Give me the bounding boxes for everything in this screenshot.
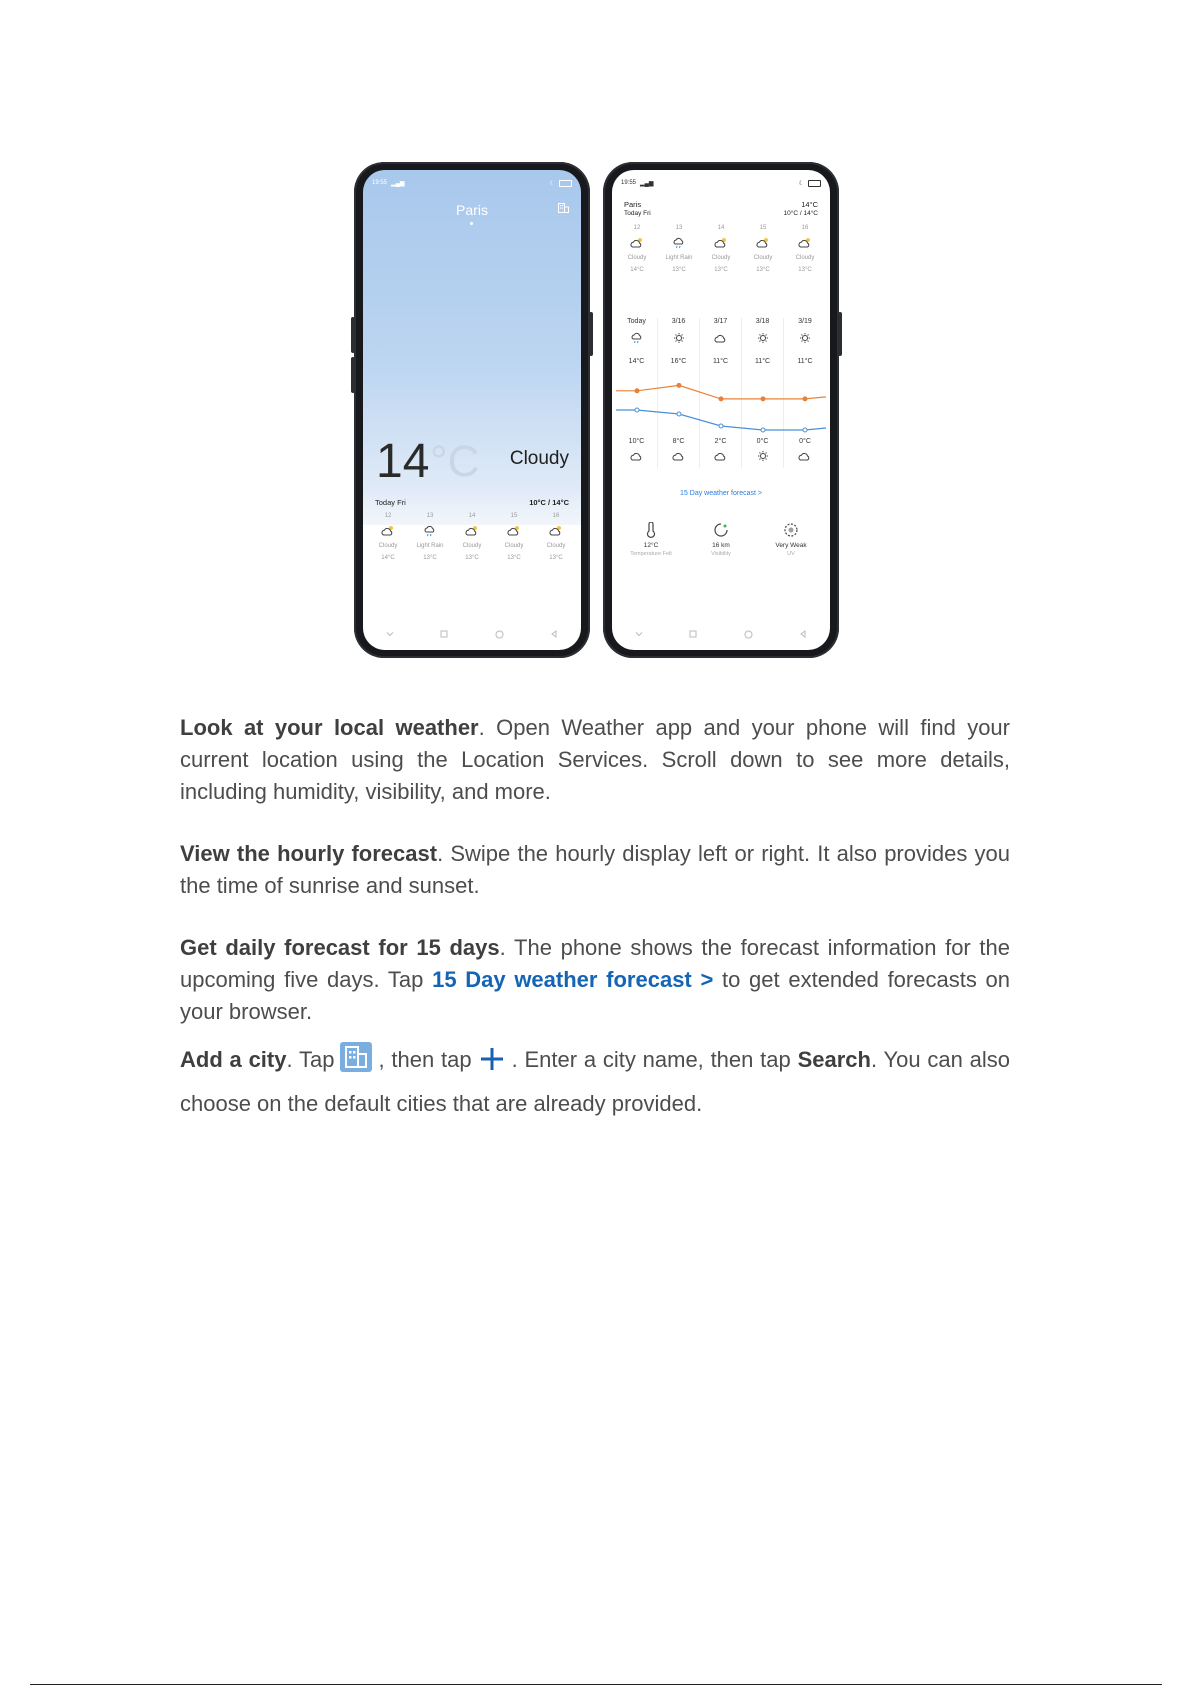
today-range: 10°C / 14°C <box>783 210 818 217</box>
chevron-down-icon[interactable] <box>635 630 643 638</box>
moon-icon: ☾ <box>798 180 804 187</box>
daily-day: 3/18 <box>755 318 770 325</box>
cloud-sun-icon <box>756 237 770 249</box>
forecast-link-text: 15 Day weather forecast > <box>432 967 714 992</box>
daily-high: 11°C <box>797 358 813 365</box>
temperature-trend-chart <box>616 318 826 468</box>
hourly-temp: 13°C <box>507 555 521 561</box>
back-icon[interactable] <box>799 630 807 638</box>
city-name: Paris <box>456 202 488 218</box>
text-add-city-d: . You can also choose on the default cities that are already provided. <box>180 1047 1010 1116</box>
hourly-item <box>658 222 700 276</box>
rain-icon <box>672 237 686 249</box>
hourly-temp: 13°C <box>672 267 686 273</box>
text-hourly-forecast: . Swipe the hourly display left or right. It also provides you the time of sunrise and sunset. <box>180 841 1010 898</box>
high-temp-point <box>719 397 723 401</box>
hourly-temp: 13°C <box>798 267 812 273</box>
back-icon[interactable] <box>550 630 558 638</box>
hourly-icon-cell <box>658 234 700 252</box>
detail-name: Visibility <box>711 551 731 557</box>
hourly-item <box>742 222 784 276</box>
heading-hourly-forecast: View the hourly forecast <box>180 841 438 866</box>
daily-low: 2°C <box>714 438 727 445</box>
hourly-temp: 14°C <box>381 555 395 561</box>
search-keyword: Search <box>797 1047 871 1072</box>
15-day-forecast-link[interactable]: 15 Day weather forecast > <box>680 490 762 497</box>
detail-temperature-felt <box>616 522 686 557</box>
detail-visibility <box>686 522 756 557</box>
recents-icon[interactable] <box>689 630 697 638</box>
daily-high: 14°C <box>628 358 645 365</box>
plus-icon <box>478 1046 506 1072</box>
hourly-icon-cell <box>700 234 742 252</box>
hourly-forecast[interactable] <box>367 510 577 564</box>
cloud-sun-icon <box>507 525 521 537</box>
signal-icon: ▂▄▆ <box>640 180 654 187</box>
detail-name: UV <box>787 551 795 557</box>
chevron-down-icon[interactable] <box>386 630 394 638</box>
hourly-desc: Cloudy <box>546 543 566 549</box>
high-temp-point <box>635 389 639 393</box>
battery-icon <box>559 180 572 187</box>
text-daily-forecast-end: to get extended forecasts on your browser. <box>180 967 1010 1024</box>
hourly-temp: 13°C <box>756 267 770 273</box>
hourly-hour: 14 <box>468 513 476 519</box>
hourly-desc: Cloudy <box>753 255 773 261</box>
hourly-hour: 14 <box>717 225 725 231</box>
battery-icon <box>808 180 821 187</box>
detail-name: Temperature Felt <box>630 551 672 557</box>
nav-bar <box>612 626 830 642</box>
weather-details <box>616 522 826 557</box>
today-summary <box>375 498 569 507</box>
hourly-desc: Light Rain <box>416 543 444 549</box>
phone-screenshot-details <box>603 162 839 658</box>
nav-bar <box>363 626 581 642</box>
paragraph-daily-forecast <box>180 932 1010 1028</box>
status-bar <box>372 178 572 188</box>
home-icon[interactable] <box>495 630 504 639</box>
hourly-icon-cell <box>367 522 409 540</box>
hourly-item <box>616 222 658 276</box>
daily-high: 11°C <box>712 358 729 365</box>
text-add-city-b: , then tap <box>378 1047 472 1072</box>
cloud-sun-icon <box>381 525 395 537</box>
city-manage-icon <box>340 1042 372 1072</box>
daily-day: 3/19 <box>798 318 812 325</box>
daily-day: 3/17 <box>713 318 728 325</box>
hourly-icon-cell <box>451 522 493 540</box>
daily-day: 3/16 <box>671 318 686 325</box>
cloud-sun-icon <box>798 237 812 249</box>
low-temp-point <box>803 428 807 432</box>
high-temp-point <box>803 397 807 401</box>
hourly-icon-cell <box>493 522 535 540</box>
hourly-hour: 16 <box>552 513 560 519</box>
paragraph-add-city <box>180 1038 1010 1126</box>
hourly-icon-cell <box>409 522 451 540</box>
hourly-hour: 15 <box>510 513 518 519</box>
heading-daily-forecast: Get daily forecast for 15 days <box>180 935 500 960</box>
today-label: Today Fri <box>624 210 651 217</box>
phone-screenshot-main <box>354 162 590 658</box>
today-summary <box>624 210 818 217</box>
low-temp-point <box>635 408 639 412</box>
recents-icon[interactable] <box>440 630 448 638</box>
low-temp-point <box>761 428 765 432</box>
hourly-temp: 13°C <box>714 267 728 273</box>
current-temperature: 14 <box>376 435 430 488</box>
weather-main-screen <box>363 170 581 650</box>
paragraph-local-weather <box>180 712 1010 808</box>
daily-low: 8°C <box>672 438 685 445</box>
text-add-city-c: . Enter a city name, then tap <box>511 1047 798 1072</box>
hourly-desc: Cloudy <box>627 255 647 261</box>
hourly-temp: 13°C <box>465 555 479 561</box>
hourly-desc: Cloudy <box>378 543 398 549</box>
hourly-item <box>451 510 493 564</box>
hourly-item <box>367 510 409 564</box>
page-indicator-dot <box>470 222 473 225</box>
cloud-sun-icon <box>714 237 728 249</box>
city-manage-icon[interactable] <box>558 202 569 213</box>
hourly-hour: 16 <box>801 225 809 231</box>
home-icon[interactable] <box>744 630 753 639</box>
today-range: 10°C / 14°C <box>529 498 569 507</box>
volume-down-button <box>351 357 355 393</box>
volume-up-button <box>351 317 355 353</box>
daily-low: 0°C <box>756 438 769 445</box>
daily-low: 0°C <box>799 438 811 445</box>
hourly-item <box>409 510 451 564</box>
high-temp-point <box>761 397 765 401</box>
heading-add-city: Add a city <box>180 1047 287 1072</box>
today-label: Today Fri <box>375 498 406 507</box>
hourly-hour: 12 <box>633 225 641 231</box>
cloud-sun-icon <box>630 237 644 249</box>
city-name: Paris <box>624 200 642 209</box>
hourly-forecast[interactable] <box>616 222 826 276</box>
status-bar <box>621 178 821 188</box>
hourly-hour: 15 <box>759 225 767 231</box>
cloud-sun-icon <box>549 525 563 537</box>
rain-icon <box>423 525 437 537</box>
text-daily-forecast: . The phone shows the forecast information for the upcoming five days. Tap <box>180 935 1010 992</box>
detail-uv <box>756 522 826 557</box>
paragraph-hourly-forecast <box>180 838 1010 902</box>
detail-value: Very Weak <box>775 542 807 549</box>
power-button <box>838 312 842 356</box>
current-temperature: 14°C <box>801 200 818 209</box>
hourly-item <box>493 510 535 564</box>
hourly-icon-cell <box>535 522 577 540</box>
power-button <box>589 312 593 356</box>
hourly-desc: Light Rain <box>665 255 693 261</box>
collapsed-header <box>624 200 818 209</box>
hourly-item <box>535 510 577 564</box>
thermometer-icon <box>644 522 658 538</box>
high-temp-point <box>677 383 681 387</box>
heading-local-weather: Look at your local weather <box>180 715 479 740</box>
daily-high: 16°C <box>670 358 687 365</box>
status-time: 19:55 <box>372 180 388 186</box>
daily-low: 10°C <box>628 438 645 445</box>
low-temp-point <box>719 424 723 428</box>
detail-value: 16 km <box>712 542 730 549</box>
moon-icon: ☾ <box>549 180 555 187</box>
weather-detail-screen <box>612 170 830 650</box>
hourly-icon-cell <box>742 234 784 252</box>
temperature-unit: °C <box>430 437 480 486</box>
uv-icon <box>783 522 799 538</box>
daily-day: Today <box>627 318 646 325</box>
hourly-temp: 13°C <box>423 555 437 561</box>
hourly-temp: 13°C <box>549 555 563 561</box>
detail-value: 12°C <box>643 542 659 549</box>
hourly-desc: Cloudy <box>795 255 815 261</box>
low-temp-point <box>677 412 681 416</box>
text-add-city-a: . Tap <box>286 1047 335 1072</box>
hourly-item <box>700 222 742 276</box>
status-time: 19:55 <box>621 180 637 186</box>
daily-high: 11°C <box>754 358 771 365</box>
hourly-temp: 14°C <box>630 267 644 273</box>
signal-icon: ▂▄▆ <box>391 180 405 187</box>
current-condition: Cloudy <box>509 448 569 469</box>
hourly-hour: 12 <box>384 513 392 519</box>
hourly-icon-cell <box>616 234 658 252</box>
hourly-desc: Cloudy <box>504 543 524 549</box>
hourly-icon-cell <box>784 234 826 252</box>
cloud-sun-icon <box>465 525 479 537</box>
hourly-hour: 13 <box>426 513 434 519</box>
hourly-desc: Cloudy <box>462 543 482 549</box>
hourly-hour: 13 <box>675 225 683 231</box>
visibility-icon <box>713 522 729 538</box>
text-local-weather: . Open Weather app and your phone will find your current location using the Location Services. Scroll down to see more details, including humidity, visibility, and more. <box>180 715 1010 804</box>
hourly-item <box>784 222 826 276</box>
hourly-desc: Cloudy <box>711 255 731 261</box>
